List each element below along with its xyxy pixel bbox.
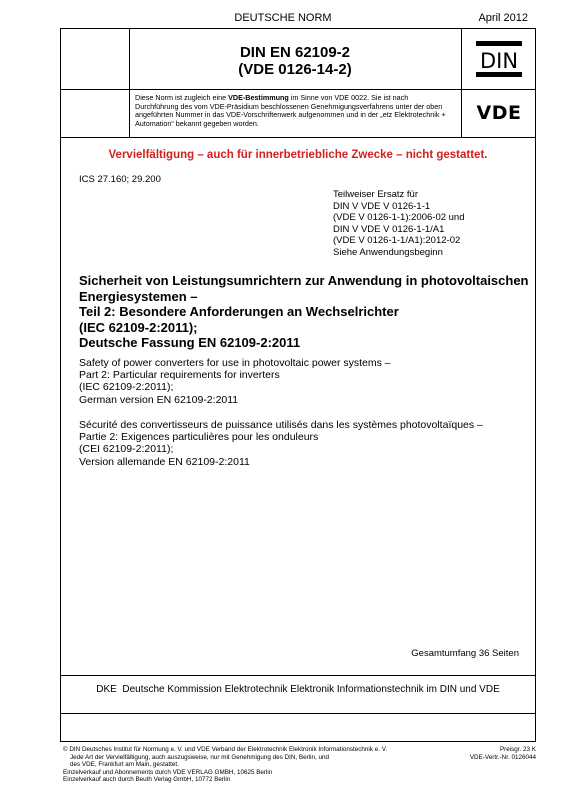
replacement-note: Teilweiser Ersatz für DIN V VDE V 0126-1-1 (VDE V 0126-1-1):2006-02 und DIN V VDE V 0126-1-1/A1 (VDE V 0126-1-1/A1):2012-02 Siehe Anwendungsbeginn (333, 189, 465, 258)
price-group: Preisgr. 23 K (499, 746, 536, 753)
copy-prohibition-warning: Vervielfältigung – auch für innerbetriebliche Zwecke – nicht gestattet. (108, 149, 488, 161)
vde-order-number: VDE-Vertr.-Nr. 0126044 (469, 753, 536, 761)
vde-classification: (VDE 0126-14-2) (238, 61, 352, 78)
ics-code: ICS 27.160; 29.200 (79, 174, 161, 185)
din-logo-icon (474, 39, 524, 79)
publication-date: April 2012 (478, 12, 528, 24)
svg-text:DIN: DIN (479, 49, 519, 73)
title-english: Safety of power converters for use in photovoltaic power systems – Part 2: Particular requirements for inverters (IEC 62109-2:2011); German version EN 62109-2:2011 (79, 357, 391, 406)
divider (61, 137, 535, 138)
price-info (470, 746, 536, 761)
vde-regulation-note: Diese Norm ist zugleich eine VDE-Bestimmung im Sinne von VDE 0022. Sie ist nach Durchführung des vom VDE-Präsidium beschlossenen Genehmigungsverfahrens unter der oben angeführten Nummer in das VDE-Vorschriftenwerk aufgenommen und in der „etz Elektrotechnik + Automation“ bekannt gegeben worden. (135, 93, 446, 128)
dke-line: DKE Deutsche Kommission Elektrotechnik Elektronik Informationstechnik im DIN und VDE (96, 684, 500, 695)
title-frame (60, 28, 536, 742)
divider (61, 713, 535, 714)
din-logo (461, 29, 537, 89)
total-pages: Gesamtumfang 36 Seiten (411, 648, 519, 659)
divider (61, 675, 535, 676)
vde-logo-text: VDE (476, 102, 522, 124)
standard-number: DIN EN 62109-2 (239, 44, 351, 61)
page-header (0, 12, 566, 28)
vde-logo (461, 89, 537, 137)
title-german: Sicherheit von Leistungsumrichtern zur Anwendung in photovoltaischen Energiesystemen – Teil 2: Besondere Anforderungen an Wechselrichter (IEC 62109-2:2011); Deutsche Fassung EN 62109-2:2011 (79, 273, 529, 350)
document-type: DEUTSCHE NORM (234, 12, 332, 24)
standard-number-block (129, 44, 461, 78)
copyright-notice: © DIN Deutsches Institut für Normung e. V. und VDE Verband der Elektrotechnik Elektronik Informationstechnik e. V. Jede Art der Vervielfältigung, auch auszugsweise, nur mit Genehmigung des DIN, Berlin, und des VDE, Frankfurt am Main, gestattet. Einzelverkauf und Abonnements durch VDE VERLAG GMBH, 10625 Berlin Einzelverkauf auch durch Beuth Verlag GmbH, 10772 Berlin (63, 746, 388, 784)
title-french: Sécurité des convertisseurs de puissance utilisés dans les systèmes photovoltaïques – Partie 2: Exigences particulières pour les onduleurs (CEI 62109-2:2011); Version allemande EN 62109-2:2011 (79, 419, 483, 468)
